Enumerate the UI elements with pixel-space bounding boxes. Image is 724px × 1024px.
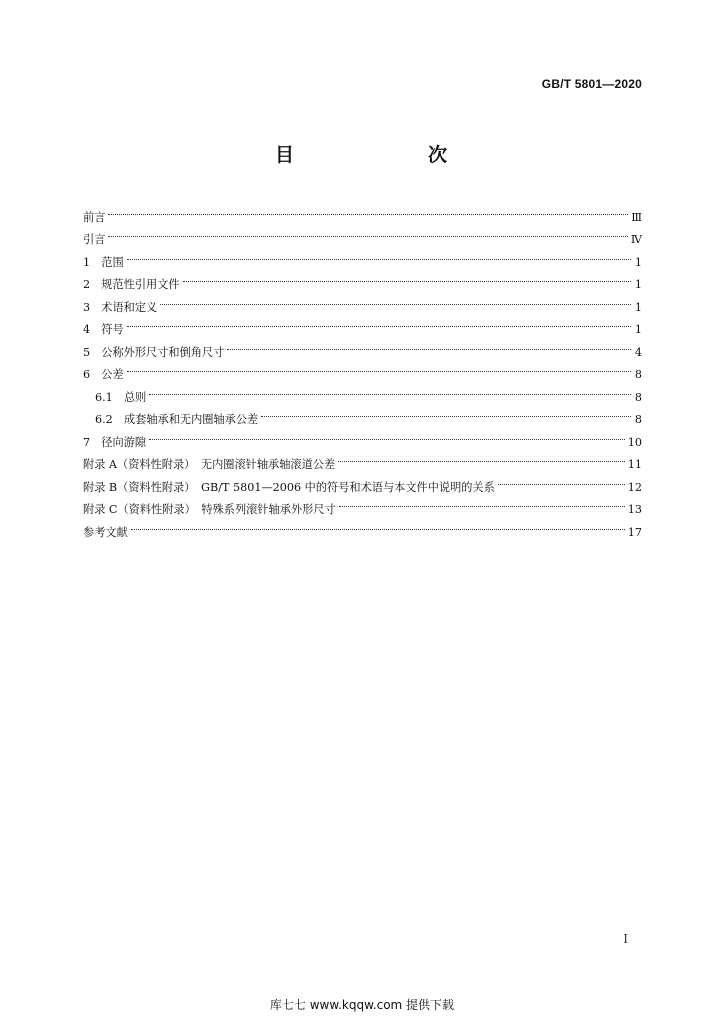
toc-entry-label: 2 规范性引用文件 <box>83 278 180 291</box>
toc-entry-label: 4 符号 <box>83 323 124 336</box>
standard-code: GB/T 5801—2020 <box>541 77 642 91</box>
dot-leader <box>261 401 631 424</box>
dot-leader <box>338 446 625 469</box>
toc-entry-label: 6.1 总则 <box>95 390 147 404</box>
dot-leader <box>108 198 628 221</box>
dot-leader <box>131 513 625 536</box>
toc-entry-label: 6 公差 <box>83 368 124 381</box>
toc-entry[interactable] <box>83 311 642 334</box>
toc-entry-page: 13 <box>627 503 642 516</box>
toc-entry-label: 7 径向游隙 <box>83 435 147 449</box>
toc-entry-label: 前言 <box>83 210 106 224</box>
table-of-contents <box>83 198 642 539</box>
toc-entry-label: 引言 <box>83 233 106 246</box>
toc-entry[interactable] <box>83 356 642 379</box>
toc-entry[interactable] <box>83 198 642 224</box>
toc-entry-label: 附录 B（资料性附录） GB/T 5801—2006 中的符号和术语与本文件中说明的关系 <box>83 480 495 494</box>
toc-entry[interactable] <box>83 221 642 244</box>
dot-leader <box>498 468 625 491</box>
toc-entry[interactable] <box>83 513 642 539</box>
toc-entry[interactable] <box>83 446 642 469</box>
download-footer: 库七七 www.kqqw.com 提供下载 <box>269 998 455 1012</box>
dot-leader <box>339 491 625 514</box>
dot-leader <box>127 356 631 379</box>
toc-entry-label: 附录 A（资料性附录） 无内圈滚针轴承轴滚道公差 <box>83 458 336 471</box>
dot-leader <box>160 288 631 311</box>
toc-entry-page: 17 <box>627 525 642 539</box>
toc-entry-label: 参考文献 <box>83 525 128 539</box>
toc-entry[interactable] <box>83 243 642 269</box>
dot-leader <box>183 266 631 289</box>
toc-entry-page: 12 <box>627 480 642 494</box>
dot-leader <box>108 221 627 244</box>
toc-entry[interactable] <box>83 266 642 289</box>
toc-entry-page: 11 <box>627 458 642 471</box>
toc-entry-label: 附录 C（资料性附录） 特殊系列滚针轴承外形尺寸 <box>83 503 336 516</box>
toc-entry-page: 10 <box>627 435 642 449</box>
dot-leader <box>127 243 631 266</box>
toc-entry-page: 1 <box>634 300 642 314</box>
toc-entry-page: 8 <box>634 390 642 404</box>
toc-entry-page: Ⅲ <box>631 210 642 224</box>
toc-entry-label: 3 术语和定义 <box>83 300 158 314</box>
toc-entry-page: 8 <box>634 368 642 381</box>
toc-entry-label: 1 范围 <box>83 255 124 269</box>
toc-subentry[interactable] <box>83 378 642 404</box>
dot-leader <box>227 333 631 356</box>
toc-entry-page: Ⅳ <box>630 233 642 246</box>
toc-entry[interactable] <box>83 333 642 359</box>
toc-entry-page: 1 <box>634 255 642 269</box>
page-title: 目 次 <box>274 144 479 166</box>
toc-entry-page: 1 <box>634 323 642 336</box>
toc-entry[interactable] <box>83 288 642 314</box>
toc-entry-page: 8 <box>634 413 642 426</box>
toc-entry-label: 5 公称外形尺寸和倒角尺寸 <box>83 345 225 359</box>
dot-leader <box>149 423 625 446</box>
toc-entry[interactable] <box>83 423 642 449</box>
dot-leader <box>149 378 631 401</box>
toc-entry-label: 6.2 成套轴承和无内圈轴承公差 <box>95 413 259 426</box>
dot-leader <box>127 311 631 334</box>
toc-entry-page: 4 <box>634 345 642 359</box>
toc-subentry[interactable] <box>83 401 642 424</box>
page-number: I <box>623 932 628 946</box>
toc-entry-page: 1 <box>634 278 642 291</box>
